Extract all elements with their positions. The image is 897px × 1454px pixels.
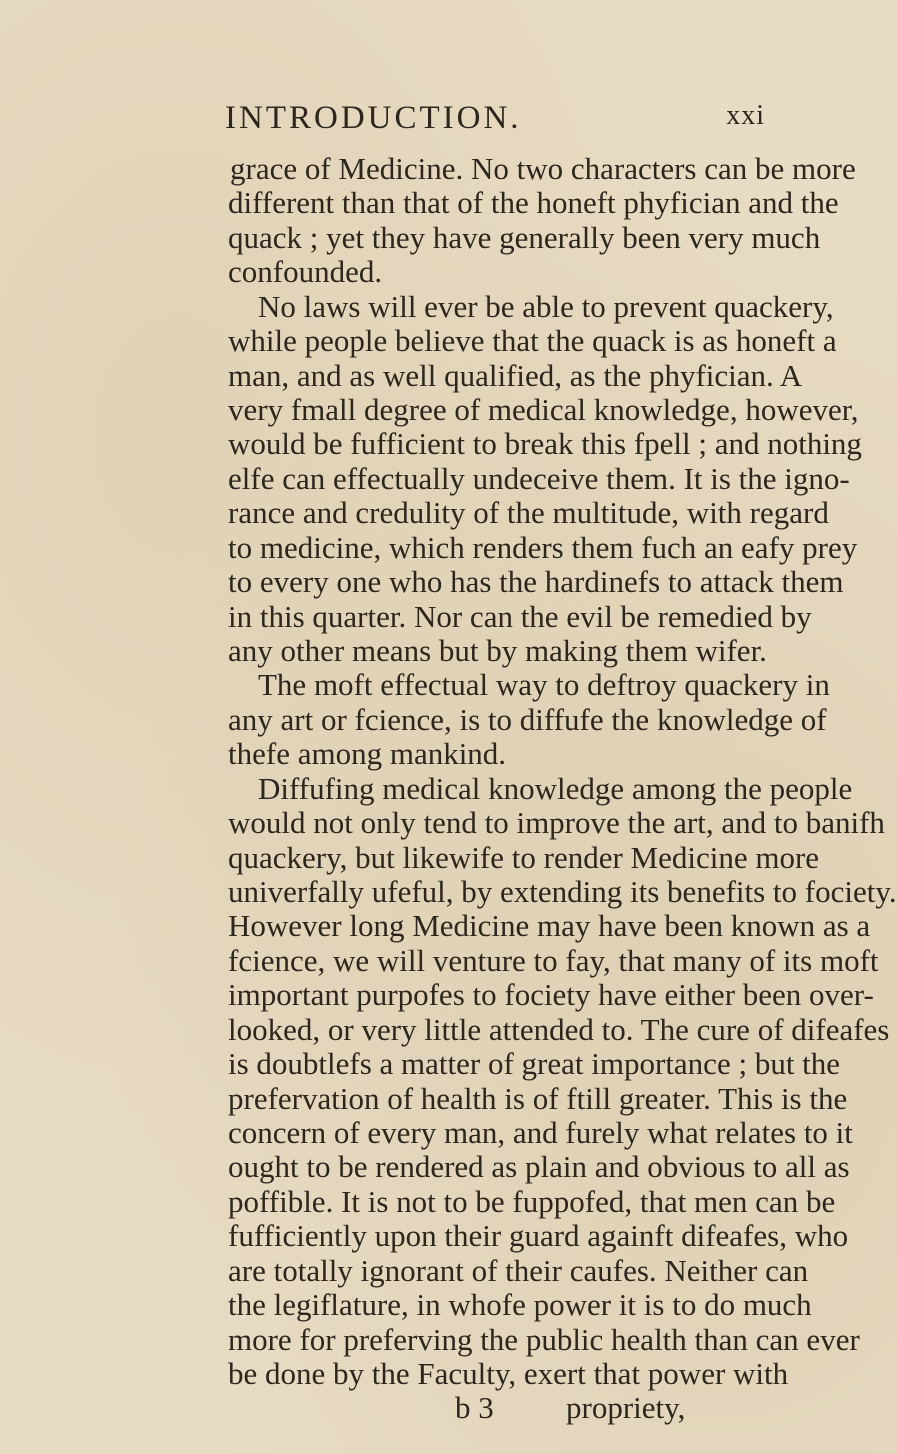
text-line: any other means but by making them wifer. [228,633,767,668]
text-line: man, and as well qualified, as the phyfician. A [228,357,803,393]
text-line: looked, or very little attended to. The cure of difeafes [228,1011,890,1047]
text-line: prefervation of health is of ftill greater. This is the [228,1080,848,1116]
text-line: concern of every man, and furely what relates to it [228,1115,853,1150]
text-line: be done by the Faculty, exert that power with [228,1356,789,1391]
signature-mark: b 3 [455,1390,494,1425]
catchword: propriety, [566,1390,686,1425]
text-line: to every one who has the hardinefs to attack them [228,564,844,600]
text-line: No laws will ever be able to prevent quackery, [258,288,834,324]
text-line: to medicine, which renders them fuch an eafy prey [228,529,858,565]
text-line: important purpofes to fociety have either been over- [228,977,874,1013]
text-line: elfe can effectually undeceive them. It is the igno- [228,460,850,496]
text-line: while people believe that the quack is as honeft a [228,323,837,359]
text-line: different than that of the honeft phyfician and the [228,185,839,221]
text-line: very fmall degree of medical knowledge, however, [228,392,859,427]
text-line: are totally ignorant of their caufes. Neither can [228,1252,809,1288]
text-line: would not only tend to improve the art, and to banifh [228,805,885,841]
page-footer [0,1390,800,1432]
text-line: fcience, we will venture to fay, that many of its moft [228,942,879,978]
text-line: Diffufing medical knowledge among the people [258,770,853,806]
text-line: any art or fcience, is to diffufe the knowledge of [228,701,827,737]
text-line: univerfally ufeful, by extending its benefits to fociety. [228,874,897,909]
text-line: thefe among mankind. [228,736,507,772]
text-line: more for preferving the public health than can ever [228,1321,860,1357]
text-line: quack ; yet they have generally been very much [228,219,821,255]
text-line: in this quarter. Nor can the evil be remedied by [228,598,812,634]
text-line: fufficiently upon their guard againft difeafes, who [228,1218,849,1254]
running-header [225,100,765,140]
text-line: ought to be rendered as plain and obvious to all as [228,1149,850,1185]
page-number: xxi [726,100,765,131]
text-line: quackery, but likewife to render Medicine more [228,839,820,875]
text-line: is doubtlefs a matter of great importance ; but the [228,1046,841,1082]
text-line: grace of Medicine. No two characters can be more [230,151,856,186]
running-title: INTRODUCTION. [225,100,522,136]
text-line: would be fufficient to break this fpell ; and nothing [228,426,862,462]
text-line: However long Medicine may have been known as a [228,908,871,944]
text-line: confounded. [228,254,383,290]
text-line: poffible. It is not to be fuppofed, that men can be [228,1183,836,1219]
text-line: the legiflature, in whofe power it is to do much [228,1287,812,1323]
text-line: The moft effectual way to deftroy quackery in [258,667,830,703]
text-line: rance and credulity of the multitude, with regard [228,495,829,531]
